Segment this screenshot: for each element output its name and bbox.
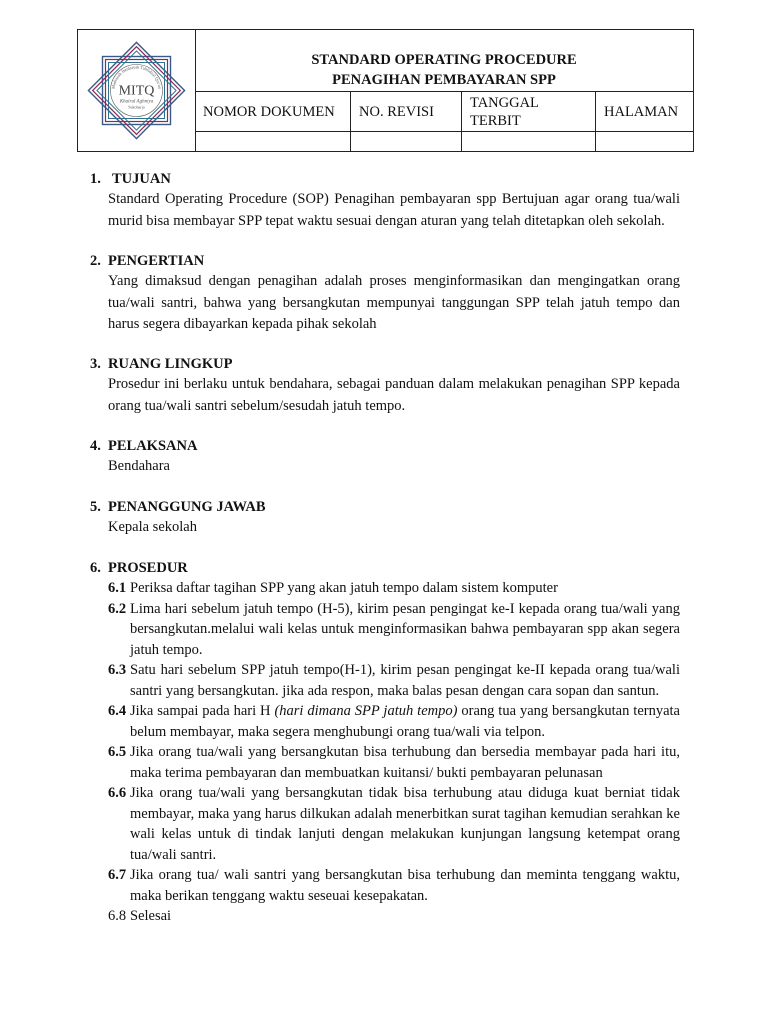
halaman-value (596, 131, 693, 151)
logo-name: MITQ (118, 83, 155, 99)
tanggal-terbit-label (462, 92, 596, 131)
section-penanggung-jawab (90, 497, 680, 539)
header-value-row (195, 131, 693, 151)
procedure-step: 6.5 Jika orang tua/wali yang bersangkutan bisa terhubung dan bersedia membayar pada hari itu, maka terima pembayaran dan membuatkan kuitansi/ bukti pembayaran pelunasan (108, 744, 680, 781)
section-body: Yang dimaksud dengan penagihan adalah proses menginformasikan dan mengingatkan orang tua/wali santri, bahwa yang bersangkutan mempunyai tanggungan SPP telah jatuh tempo dan harus segera dibayarkan kepada pihak sekolah (108, 273, 680, 332)
sop-title (195, 30, 693, 92)
section-ruang-lingkup (90, 354, 680, 417)
tanggal-label-line1: TANGGAL (470, 94, 539, 111)
section-body: Kepala sekolah (108, 519, 197, 535)
tanggal-terbit-value (462, 131, 596, 151)
section-heading: 4. PELAKSANA (90, 438, 198, 454)
section-body: Prosedur ini berlaku untuk bendahara, sebagai panduan dalam melakukan penagihan SPP kepada orang tua/wali santri sebelum/sesudah jatuh tempo. (108, 376, 680, 414)
nomor-dokumen-value (195, 131, 351, 151)
section-pelaksana (90, 436, 680, 478)
section-heading: 2. PENGERTIAN (90, 253, 205, 269)
section-heading: 5. PENANGGUNG JAWAB (90, 499, 266, 515)
section-heading: 1. TUJUAN (90, 171, 171, 187)
no-revisi-label: NO. REVISI (351, 92, 462, 131)
section-heading: 3. RUANG LINGKUP (90, 356, 233, 372)
title-line-2: PENAGIHAN PEMBAYARAN SPP (332, 72, 556, 88)
procedure-step: 6.3 Satu hari sebelum SPP jatuh tempo(H-1), kirim pesan pengingat ke-II kepada orang tua/wali santri yang bersangkutan. jika ada respon, maka balas pesan dengan cara sopan dan santun. (108, 662, 680, 699)
header-meta-row (195, 92, 693, 132)
procedure-step: 6.2 Lima hari sebelum jatuh tempo (H-5), kirim pesan pengingat ke-I kepada orang tua/wali yang bersangkutan.melalui wali kelas untuk menginformasikan bahwa pembayaran spp akan segera jatuh tempo. (108, 600, 680, 658)
section-pengertian (90, 251, 680, 336)
procedure-step: 6.8 Selesai (108, 908, 172, 924)
section-tujuan (90, 169, 680, 232)
procedure-step: 6.1 Periksa daftar tagihan SPP yang akan jatuh tempo dalam sistem komputer (108, 580, 558, 596)
sop-header-table (77, 29, 694, 152)
procedure-step: 6.7 Jika orang tua/ wali santri yang bersangkutan bisa terhubung dan meminta tenggang waktu, maka berikan tenggang waktu seseuai kesepakatan. (108, 867, 680, 904)
title-line-1: STANDARD OPERATING PROCEDURE (311, 52, 577, 68)
logo-city: Sukoharjo (128, 104, 145, 110)
section-body: Bendahara (108, 458, 170, 474)
procedure-steps (108, 578, 680, 927)
no-revisi-value (351, 131, 462, 151)
nomor-dokumen-label: NOMOR DOKUMEN (195, 92, 351, 131)
svg-text:Madrasah Ibtidaiyah Tahfidzul: Madrasah Ibtidaiyah Tahfidzul Qur'an (110, 64, 163, 90)
section-prosedur (90, 558, 680, 578)
school-logo (78, 30, 195, 151)
logo-sub: Khairul Aghniya (119, 99, 154, 105)
procedure-step: 6.4 Jika sampai pada hari H (hari dimana SPP jatuh tempo) orang tua yang bersangkutan ternyata belum membayar, maka segera menghubungi orang tua/wali via telpon. (108, 703, 680, 740)
procedure-step: 6.6 Jika orang tua/wali yang bersangkutan tidak bisa terhubung atau diduga kuat berniat tidak membayar, maka yang harus dilkukan adalah menerbitkan surat tagihan kemudian serahkan ke wali kelas untuk di tindak lanjuti dengan melakukan kunjungan langsung ketempat orang tua/wali santri. (108, 785, 680, 863)
tanggal-label-line2: TERBIT (470, 112, 521, 129)
halaman-label: HALAMAN (604, 103, 679, 120)
logo-cell (78, 30, 196, 151)
section-body: Standard Operating Procedure (SOP) Penagihan pembayaran spp Bertujuan agar orang tua/wali murid bisa membayar SPP tepat waktu sesuai dengan aturan yang telah ditetapkan oleh sekolah. (108, 191, 680, 229)
section-heading: 6. PROSEDUR (90, 560, 188, 576)
